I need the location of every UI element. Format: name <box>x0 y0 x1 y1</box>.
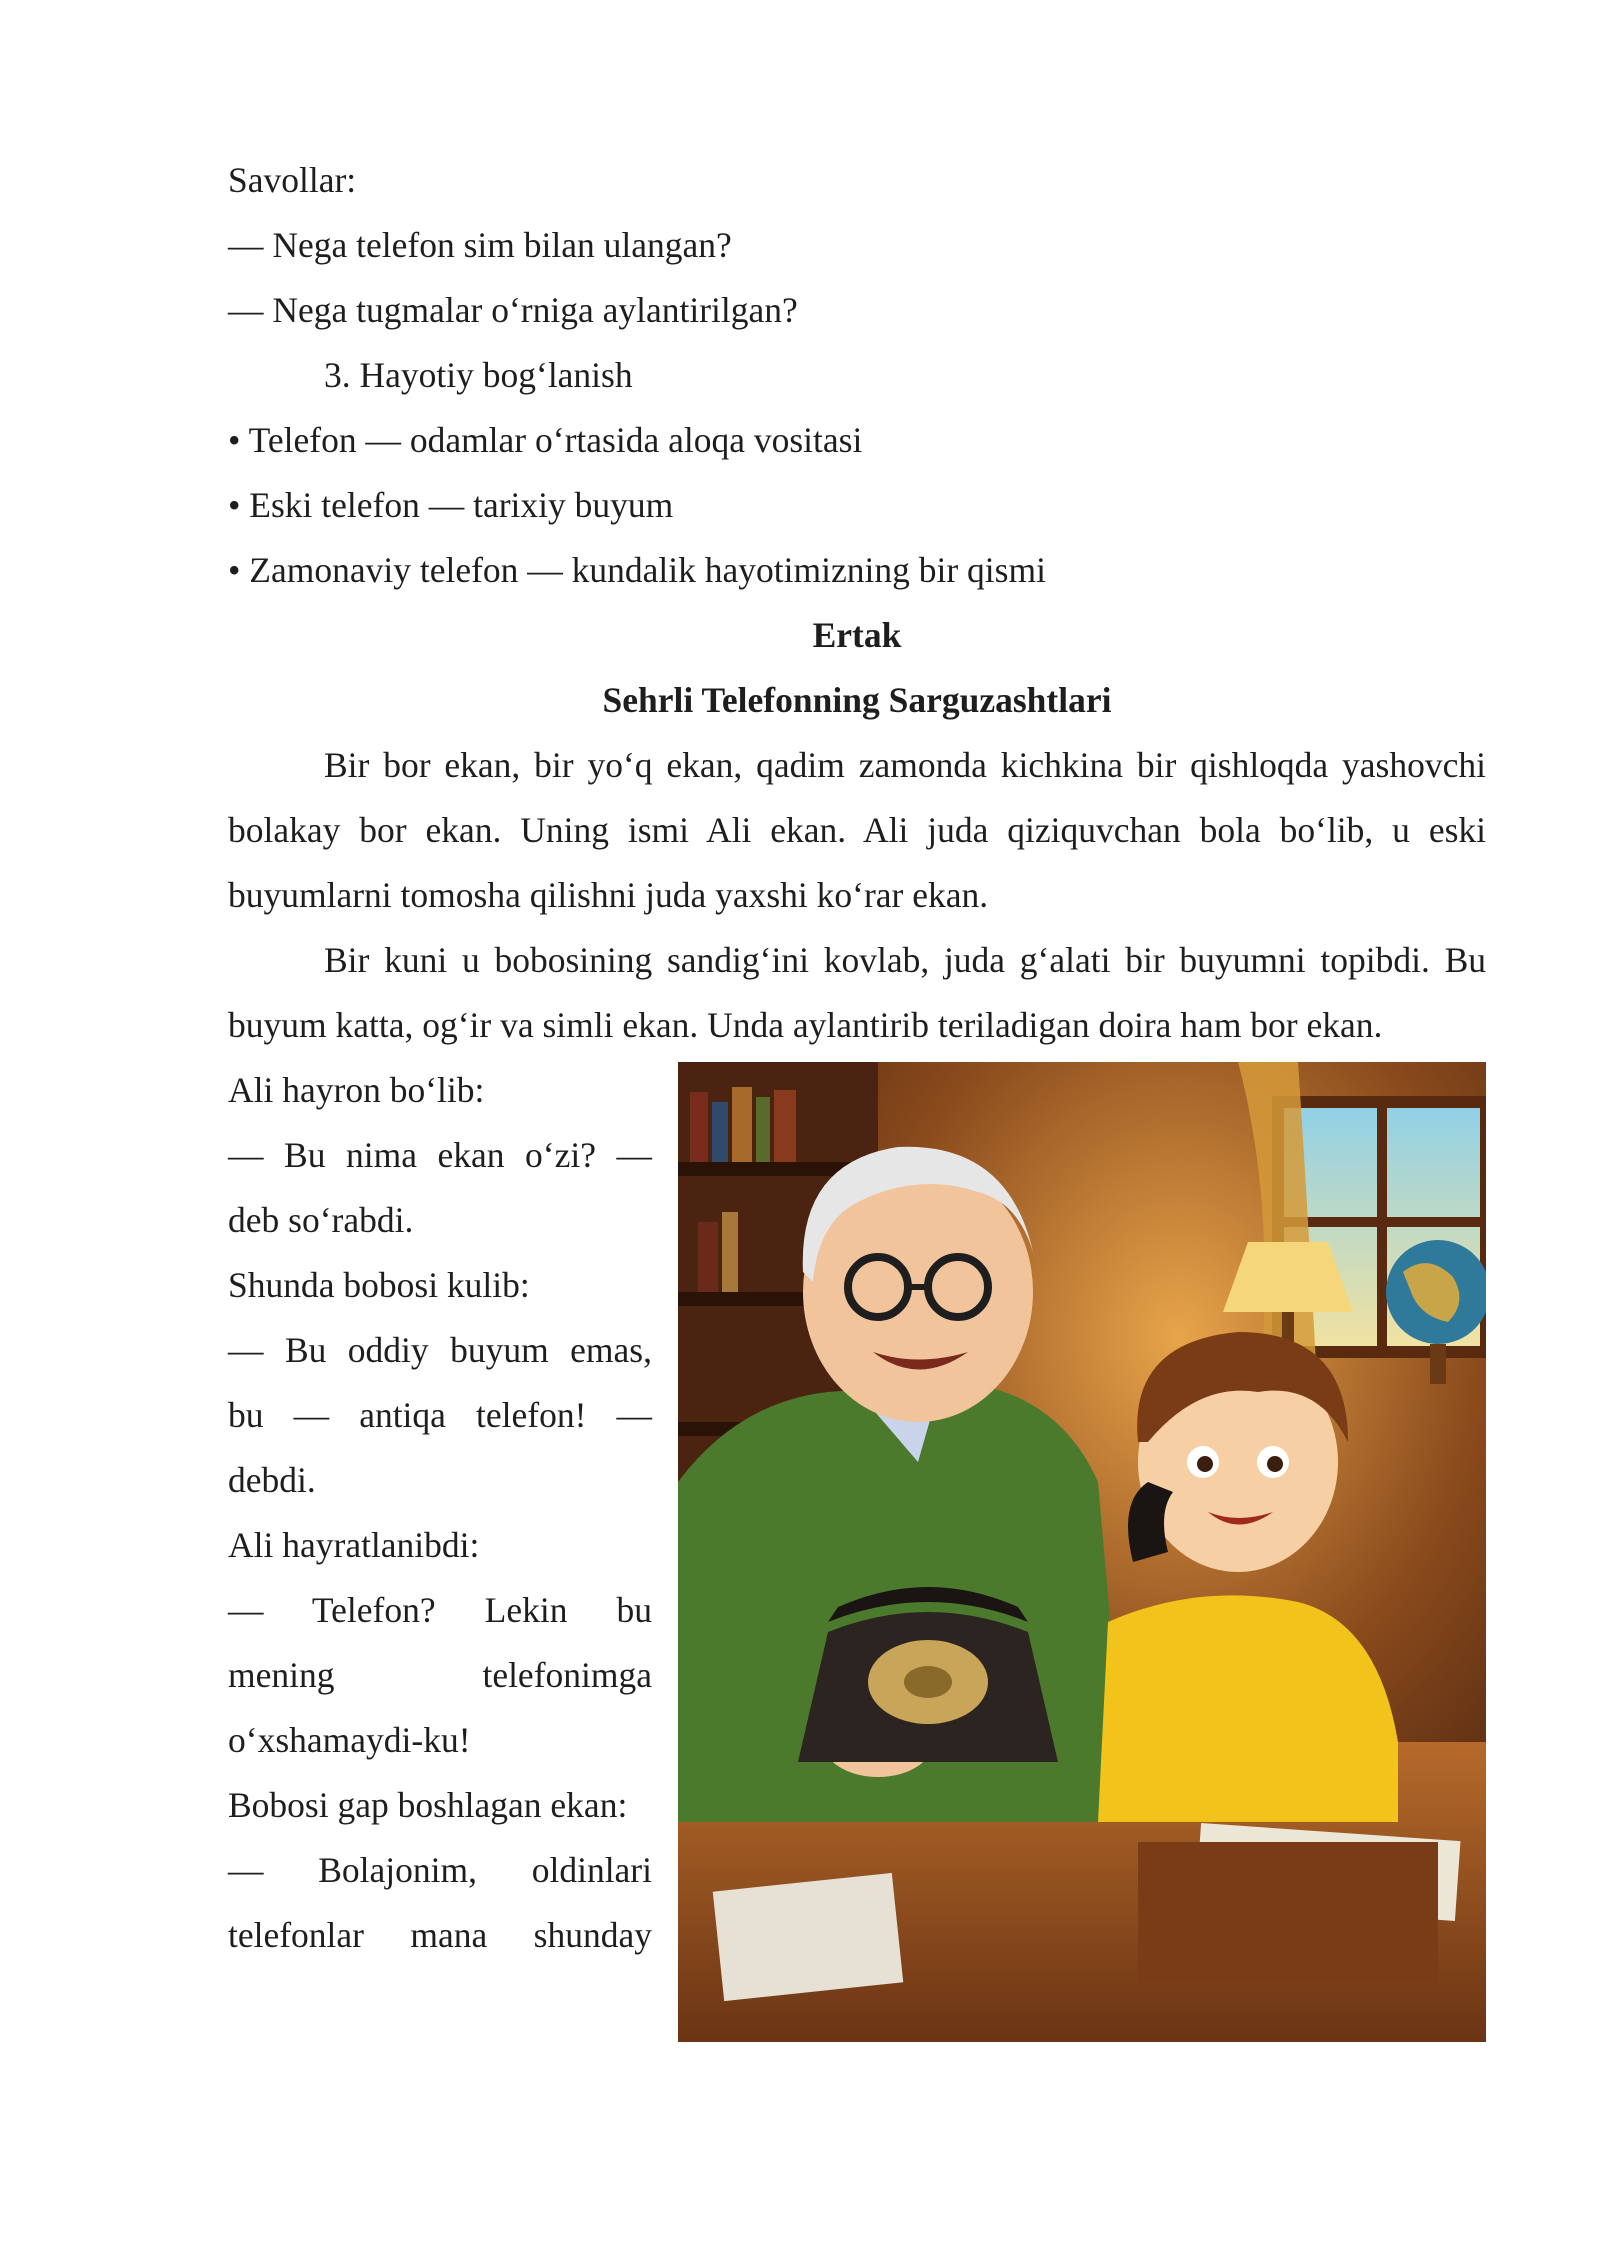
document-page <box>228 148 1486 2048</box>
story-title: Sehrli Telefonning Sarguzashtlari <box>602 680 1112 720</box>
story-label: Ertak <box>812 615 902 655</box>
dialogue-line: mening telefonimga <box>228 1655 652 1695</box>
dialogue-line: bu — antiqa telefon! — <box>228 1395 652 1435</box>
question-line: — Nega tugmalar o‘rniga aylantirilgan? <box>228 290 798 330</box>
story-paragraph: Bir bor ekan, bir yo‘q ekan, qadim zamonda kichkina bir qishloqda yashovchi bolakay bor ekan. Uning ismi Ali ekan. Ali juda qiziquvchan bola bo‘lib, u eski buyumlarni tomosha qilishni juda yaxshi ko‘rar ekan. <box>228 745 1486 915</box>
bullet-item: • Eski telefon — tarixiy buyum <box>228 485 674 525</box>
dialogue-line: Ali hayratlanibdi: <box>228 1525 480 1565</box>
wooden-box <box>1138 1842 1438 1982</box>
story-paragraph: Bir kuni u bobosining sandig‘ini kovlab, juda g‘alati bir buyumni topibdi. Bu buyum katta, og‘ir va simli ekan. Unda aylantirib teriladigan doira ham bor ekan. <box>228 940 1486 1045</box>
text-with-illustration <box>228 1058 1486 2048</box>
dialogue-line: Shunda bobosi kulib: <box>228 1265 530 1305</box>
bullet-item: • Zamonaviy telefon — kundalik hayotimizning bir qismi <box>228 550 1046 590</box>
dialogue-line: deb so‘rabdi. <box>228 1200 414 1240</box>
rotary-telephone <box>798 1587 1058 1762</box>
dialogue-line: Bobosi gap boshlagan ekan: <box>228 1785 628 1825</box>
dialogue-line: — Bu oddiy buyum emas, <box>228 1330 652 1370</box>
dialogue-line: debdi. <box>228 1460 316 1500</box>
section-heading: 3. Hayotiy bog‘lanish <box>324 355 633 395</box>
dialogue-line: telefonlar mana shunday <box>228 1915 652 1955</box>
story-illustration <box>678 1062 1486 2042</box>
bullet-item: • Telefon — odamlar o‘rtasida aloqa vositasi <box>228 420 863 460</box>
dialogue-line: Ali hayron bo‘lib: <box>228 1070 485 1110</box>
dialogue-line: — Telefon? Lekin bu <box>228 1590 652 1630</box>
dialogue-line: o‘xshamaydi-ku! <box>228 1720 471 1760</box>
dialogue-line: — Bolajonim, oldinlari <box>228 1850 652 1890</box>
dialogue-line: — Bu nima ekan o‘zi? — <box>228 1135 652 1175</box>
question-line: — Nega telefon sim bilan ulangan? <box>228 225 732 265</box>
questions-label: Savollar: <box>228 160 357 200</box>
dialogue-column <box>228 1058 652 1968</box>
